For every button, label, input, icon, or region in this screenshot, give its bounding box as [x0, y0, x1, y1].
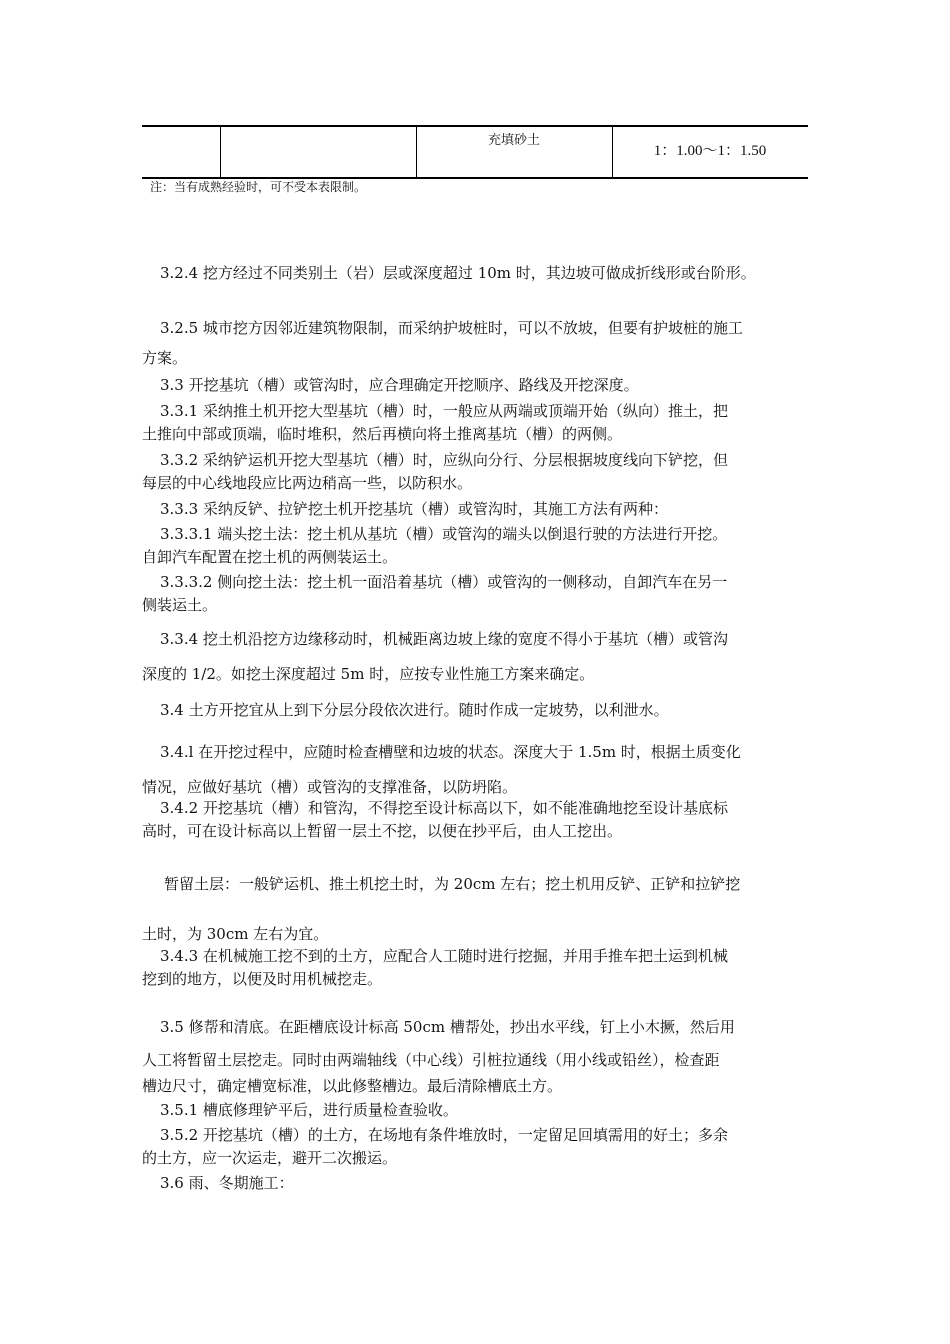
paragraph-3-3-2 — [142, 449, 808, 495]
text-line: 自卸汽车配置在挖土机的两侧装运土。 — [142, 548, 398, 566]
text-line: 人工将暂留土层挖走。同时由两端轴线（中心线）引桩拉通线（用小线或铅丝），检查距 — [142, 1051, 720, 1069]
table-divider — [220, 127, 221, 177]
paragraph-3-3-3-2 — [142, 571, 808, 617]
paragraph-3-5-2 — [142, 1124, 808, 1170]
table-cell-soil-type: 充填砂土 — [487, 133, 540, 148]
text-line: 3.3 开挖基坑（槽）或管沟时，应合理确定开挖顺序、路线及开挖深度。 — [160, 376, 639, 394]
text-line: 土时，为 30cm 左右为宜。 — [142, 925, 329, 943]
text-line: 3.3.3.1 端头挖土法：挖土机从基坑（槽）或管沟的端头以倒退行驶的方法进行开挖。 — [160, 525, 728, 543]
paragraph-3-4-1 — [142, 735, 808, 805]
text-line: 3.5.2 开挖基坑（槽）的土方，在场地有条件堆放时，一定留足回填需用的好土；多余 — [160, 1126, 728, 1144]
text-line: 3.3.1 采纳推土机开挖大型基坑（槽）时，一般应从两端或顶端开始（纵向）推土，把 — [160, 402, 728, 420]
text-line: 3.3.3.2 侧向挖土法：挖土机一面沿着基坑（槽）或管沟的一侧移动，自卸汽车在另一 — [160, 573, 728, 591]
paragraph-3-4-2 — [142, 797, 808, 843]
text-line: 3.5 修帮和清底。在距槽底设计标高 50cm 槽帮处，抄出水平线，钉上小木撅，然后用 — [160, 1018, 735, 1036]
text-line: 每层的中心线地段应比两边稍高一些，以防积水。 — [142, 474, 473, 492]
text-line: 3.4.2 开挖基坑（槽）和管沟，不得挖至设计标高以下，如不能准确地挖至设计基底标 — [160, 799, 728, 817]
paragraph-3-5-1 — [142, 1099, 808, 1122]
text-line: 3.2.5 城市挖方因邻近建筑物限制，而采纳护坡桩时，可以不放坡，但要有护坡桩的施工 — [160, 319, 743, 337]
text-line: 3.4 土方开挖宜从上到下分层分段依次进行。随时作成一定坡势，以利泄水。 — [160, 701, 669, 719]
paragraph-3-3-3 — [142, 498, 808, 521]
text-line: 3.4.3 在机械施工挖不到的土方，应配合人工随时进行挖掘，并用手推车把土运到机械 — [160, 947, 728, 965]
text-line: 3.2.4 挖方经过不同类别土（岩）层或深度超过 10m 时，其边坡可做成折线形或台阶形。 — [160, 264, 756, 282]
text-line: 高时，可在设计标高以上暂留一层土不挖，以便在抄平后，由人工挖出。 — [142, 822, 623, 840]
paragraph-3-2-4 — [142, 262, 808, 285]
paragraph-3-6 — [142, 1172, 808, 1195]
paragraph-3-3-3-1 — [142, 523, 808, 569]
text-line: 3.3.3 采纳反铲、拉铲挖土机开挖基坑（槽）或管沟时，其施工方法有两种： — [160, 500, 668, 518]
text-line: 情况，应做好基坑（槽）或管沟的支撑准备，以防坍陷。 — [142, 778, 518, 796]
text-line: 侧装运土。 — [142, 596, 218, 614]
paragraph-reserved-soil — [142, 859, 808, 959]
text-line: 挖到的地方，以便及时用机械挖走。 — [142, 970, 383, 988]
text-line: 的土方，应一次运走，避开二次搬运。 — [142, 1149, 398, 1167]
paragraph-3-3-1 — [142, 400, 808, 446]
paragraph-3-3 — [142, 374, 808, 397]
text-line: 3.5.1 槽底修理铲平后，进行质量检查验收。 — [160, 1101, 458, 1119]
text-line: 3.3.4 挖土机沿挖方边缘移动时，机械距离边坡上缘的宽度不得小于基坑（槽）或管沟 — [160, 630, 728, 648]
text-line: 土推向中部或顶端，临时堆积，然后再横向将土推离基坑（槽）的两侧。 — [142, 425, 623, 443]
paragraph-3-2-5 — [142, 313, 808, 373]
slope-table-fragment — [142, 125, 808, 179]
text-line: 方案。 — [142, 349, 188, 367]
text-line: 槽边尺寸，确定槽宽标准，以此修整槽边。最后清除槽底土方。 — [142, 1077, 563, 1095]
table-note: 注：当有成熟经验时，可不受本表限制。 — [150, 180, 367, 194]
text-line: 3.4.l 在开挖过程中，应随时检查槽壁和边坡的状态。深度大于 1.5m 时，根据土质变化 — [160, 743, 741, 761]
paragraph-3-5 — [142, 1009, 808, 1098]
paragraph-3-3-4 — [142, 622, 808, 692]
paragraph-3-4 — [142, 699, 808, 722]
text-line: 3.3.2 采纳铲运机开挖大型基坑（槽）时，应纵向分行、分层根据坡度线向下铲挖，但 — [160, 451, 728, 469]
text-line: 暂留土层：一般铲运机、推土机挖土时，为 20cm 左右；挖土机用反铲、正铲和拉铲挖 — [164, 875, 741, 893]
table-cell-slope-ratio: 1：1.00～1：1.50 — [653, 143, 767, 159]
text-line: 3.6 雨、冬期施工： — [160, 1174, 294, 1192]
text-line: 深度的 1/2。如挖土深度超过 5m 时，应按专业性施工方案来确定。 — [142, 665, 595, 683]
paragraph-3-4-3 — [142, 945, 808, 991]
